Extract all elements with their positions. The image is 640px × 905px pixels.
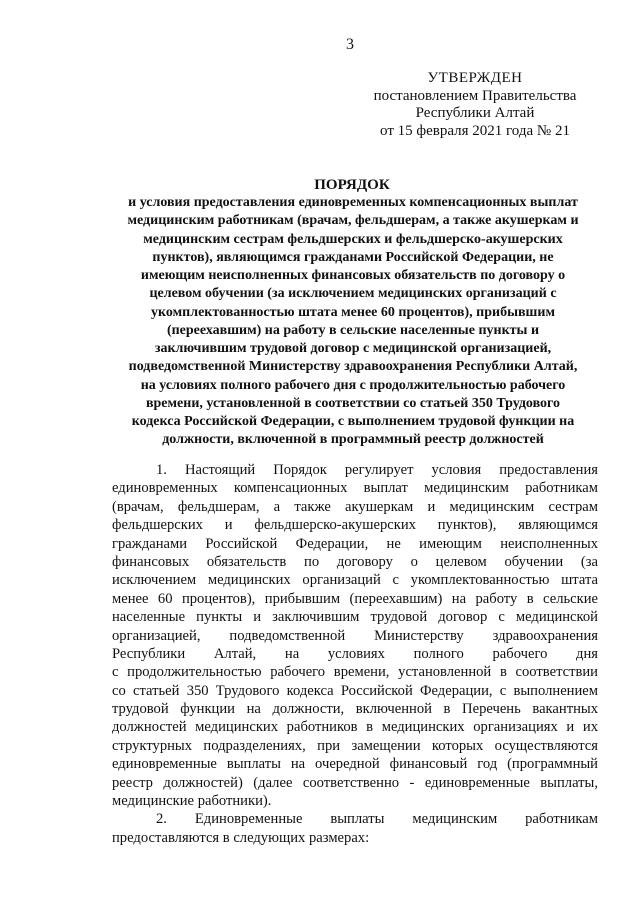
- paragraph-1-line: реестр должностей) (далее соответственно - единовременные выплаты,: [112, 774, 598, 791]
- subtitle-line: имеющим неисполненных финансовых обязательств по договору о: [140, 268, 566, 283]
- paragraph-2-line: предоставляются в следующих размерах:: [112, 829, 370, 846]
- subtitle-line: заключившим трудовой договор с медицинской организацией,: [154, 341, 552, 356]
- paragraph-1-line: структурных подразделениях, при замещении которых осуществляются: [112, 737, 598, 754]
- approval-line: Республики Алтай: [415, 105, 535, 121]
- paragraph-1-line: населенные пункты и заключившим трудовой договор с медицинской: [112, 609, 598, 626]
- approval-stamp: УТВЕРЖДЕН: [427, 70, 523, 86]
- subtitle-line: должности, включенной в программный реестр должностей: [162, 432, 544, 448]
- paragraph-1-line: фельдшерских и фельдшерско-акушерских пунктов), являющимся: [112, 517, 598, 534]
- subtitle-line: укомплектованностью штата менее 60 процентов), прибывшим: [151, 304, 555, 320]
- subtitle-line: и условия предоставления единовременных компенсационных выплат: [128, 195, 578, 210]
- subtitle-line: времени, установленной в соответствии со статьей 350 Трудового: [145, 395, 561, 411]
- paragraph-1-line: единовременные выплаты на очередной финансовый год (программный: [112, 756, 598, 773]
- subtitle-line: медицинским работникам (врачам, фельдшерам, а также акушеркам и: [127, 213, 579, 229]
- paragraph-1-line: должностей медицинских работников в медицинских организациях и их: [112, 719, 598, 736]
- paragraph-1-line: трудовой функции на должности, включенной в Перечень вакантных: [112, 701, 598, 718]
- paragraph-1-line: (врачам, фельдшерам, а также акушеркам и медицинским сестрам: [112, 498, 598, 515]
- approval-block: [360, 70, 590, 140]
- paragraph-1-line: Республики Алтай, на условиях полного рабочего дня: [112, 645, 598, 662]
- approval-line: постановлением Правительства: [373, 87, 577, 104]
- paragraph-1-line: 1. Настоящий Порядок регулирует условия предоставления: [156, 462, 598, 478]
- paragraph-2-line: 2. Единовременные выплаты медицинским работникам: [156, 811, 598, 828]
- paragraph-1-line: финансовых обязательств по договору о целевом обучении (за: [112, 553, 598, 570]
- document-subtitle: [104, 194, 602, 450]
- paragraph-1-line: медицинские работники).: [112, 793, 272, 810]
- paragraph-1-line: со статьей 350 Трудового кодекса Российской Федерации, с выполнением: [112, 682, 598, 699]
- approval-line: от 15 февраля 2021 года № 21: [380, 122, 570, 139]
- paragraph-1-line: гражданами Российской Федерации, не имеющим неисполненных: [112, 535, 598, 552]
- subtitle-line: кодекса Российской Федерации, с выполнением трудовой функции на: [131, 414, 575, 429]
- paragraph-1-line: организацией, подведомственной Министерству здравоохранения: [112, 627, 598, 644]
- subtitle-line: пунктов), являющимся гражданами Российской Федерации, не: [152, 249, 554, 265]
- subtitle-line: медицинским сестрам фельдшерских и фельдшерско-акушерских: [143, 231, 563, 247]
- subtitle-line: подведомственной Министерству здравоохранения Республики Алтай,: [128, 359, 578, 375]
- paragraph-1-line: менее 60 процентов), прибывшим (переехавшим) на работу в сельские: [112, 590, 598, 607]
- subtitle-line: (переехавшим) на работу в сельские населенные пункты и: [166, 322, 540, 338]
- paragraph-1-line: единовременных компенсационных выплат медицинским работникам: [112, 480, 598, 497]
- paragraph-1-line: с продолжительностью рабочего времени, установленной в соответствии: [112, 664, 598, 681]
- paragraph-1-line: исключением медицинских организаций с укомплектованностью штата: [112, 572, 598, 589]
- subtitle-line: на условиях полного рабочего дня с продолжительностью рабочего: [140, 377, 566, 393]
- document-title: ПОРЯДОК: [314, 177, 390, 193]
- document-body: [112, 461, 598, 847]
- subtitle-line: целевом обучении (за исключением медицинских организаций с: [149, 286, 557, 302]
- page-number: 3: [346, 36, 354, 53]
